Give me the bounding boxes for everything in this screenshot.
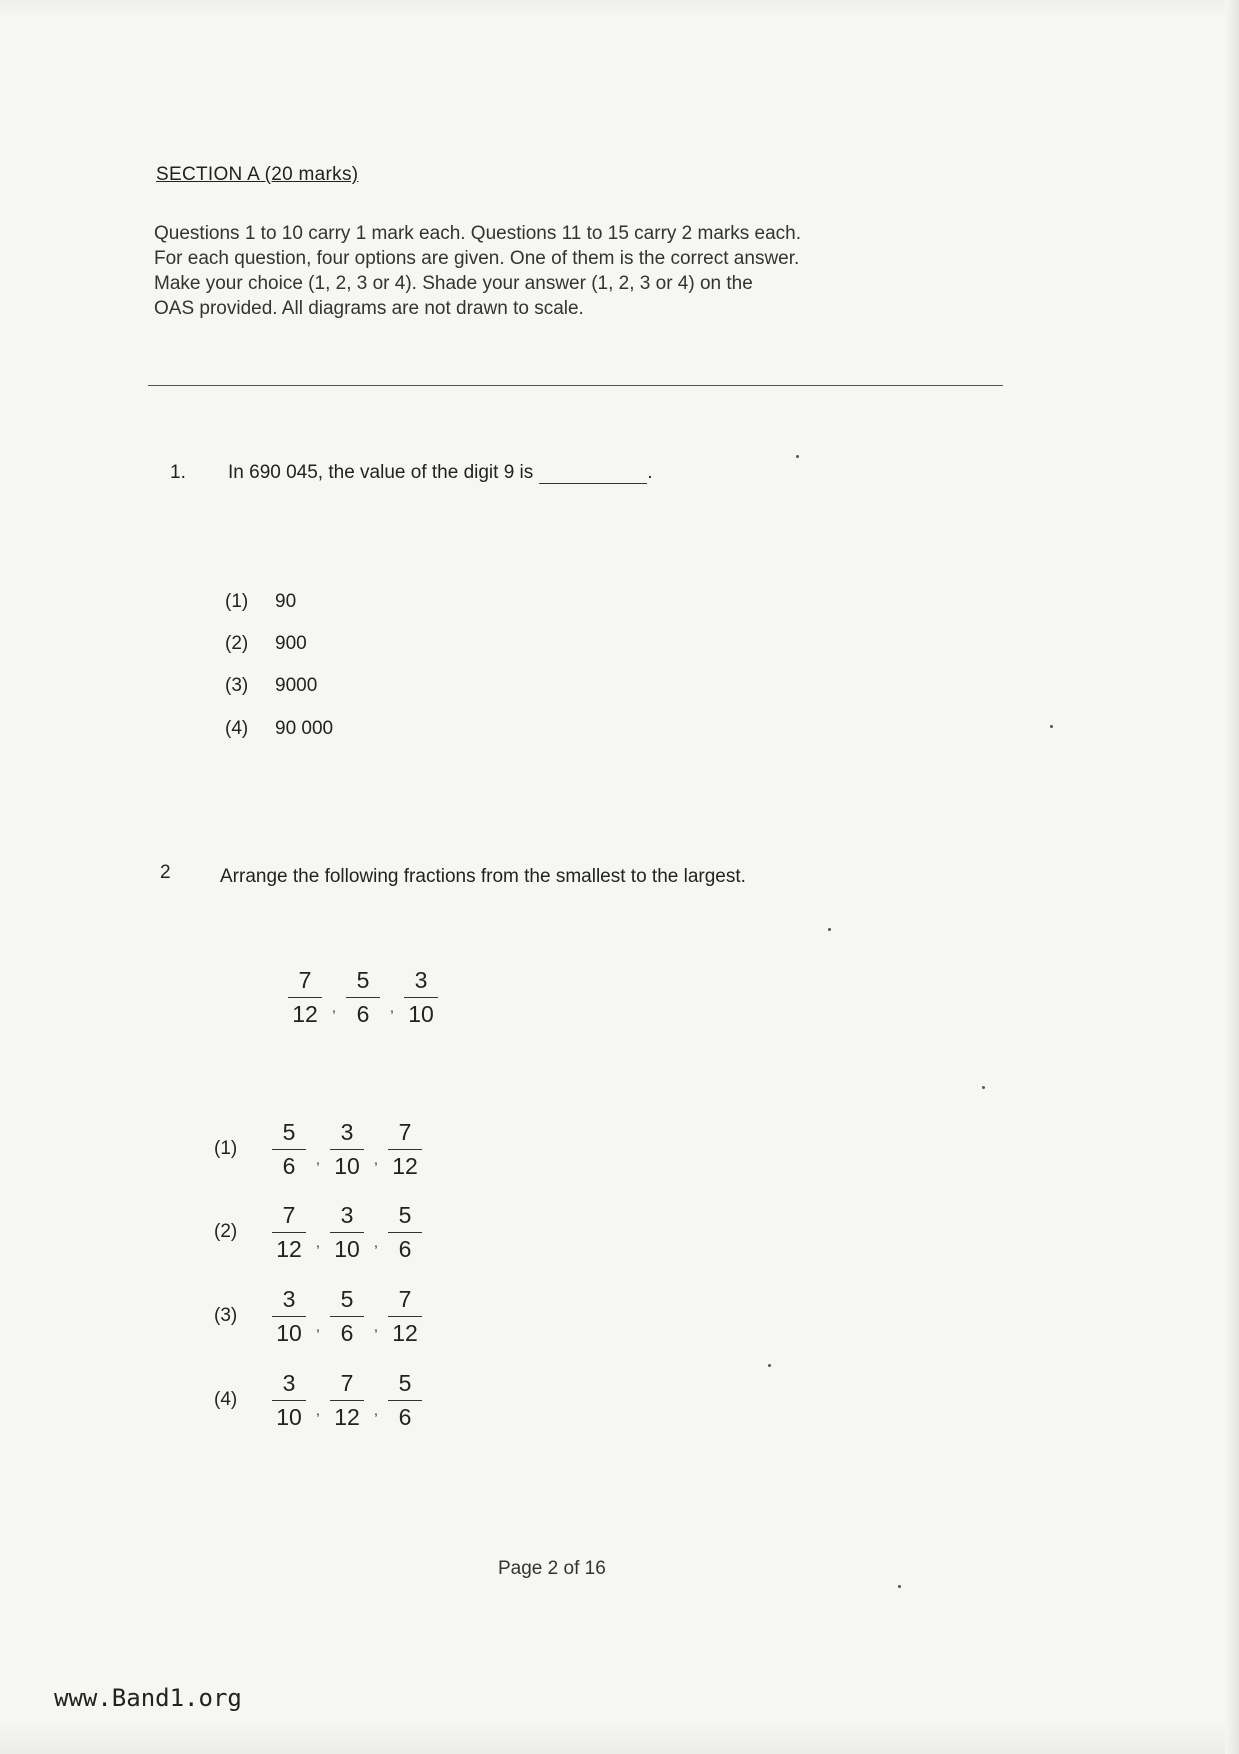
question-1-option-4 xyxy=(225,718,333,740)
question-2-option-1 xyxy=(214,1118,422,1180)
scan-speck xyxy=(898,1585,901,1588)
scan-speck xyxy=(768,1364,771,1367)
option-label: (4) xyxy=(225,718,249,739)
option-label: (2) xyxy=(225,633,249,654)
page-number: Page 2 of 16 xyxy=(498,1558,606,1579)
question-1-number: 1. xyxy=(170,462,186,483)
question-1-option-2 xyxy=(225,633,307,655)
instruction-line: Questions 1 to 10 carry 1 mark each. Questions 11 to 15 carry 2 marks each. xyxy=(154,223,802,244)
question-1-stem: In 690 045, the value of the digit 9 is xyxy=(228,462,534,483)
fraction: $\frac{7}{12}$ xyxy=(272,1201,306,1263)
comma: , xyxy=(316,1234,320,1250)
divider xyxy=(148,385,1003,386)
instruction-line: OAS provided. All diagrams are not drawn to scale. xyxy=(154,298,584,319)
comma: , xyxy=(332,999,336,1015)
comma: , xyxy=(374,1234,378,1250)
scan-speck xyxy=(1050,725,1053,728)
instruction-line: Make your choice (1, 2, 3 or 4). Shade your answer (1, 2, 3 or 4) on the xyxy=(154,273,753,294)
fraction: $\frac{3}{10}$ xyxy=(404,966,438,1028)
fraction: $\frac{5}{6}$ xyxy=(330,1285,364,1347)
comma: , xyxy=(316,1318,320,1334)
instruction-line: For each question, four options are given. One of them is the correct answer. xyxy=(154,248,800,269)
comma: , xyxy=(390,999,394,1015)
comma: , xyxy=(316,1402,320,1418)
question-2-number: 2 xyxy=(160,862,171,883)
scan-speck xyxy=(828,928,831,931)
fraction: $\frac{7}{12}$ xyxy=(288,966,322,1028)
question-2-option-3 xyxy=(214,1285,422,1347)
comma: , xyxy=(374,1402,378,1418)
fraction: $\frac{3}{10}$ xyxy=(272,1285,306,1347)
fraction: $\frac{7}{12}$ xyxy=(330,1369,364,1431)
option-value: 90 000 xyxy=(275,718,334,739)
fraction: $\frac{5}{6}$ xyxy=(272,1118,306,1180)
scan-edge xyxy=(1225,0,1239,1754)
fraction: $\frac{3}{10}$ xyxy=(330,1201,364,1263)
watermark: www.Band1.org xyxy=(54,1684,242,1712)
comma: , xyxy=(374,1318,378,1334)
option-label: (1) xyxy=(225,591,249,612)
fraction: $\frac{5}{6}$ xyxy=(346,966,380,1028)
answer-blank xyxy=(539,466,647,484)
option-label: (3) xyxy=(225,675,249,696)
option-label: (4) xyxy=(214,1389,238,1410)
option-value: 9000 xyxy=(275,675,318,696)
question-2-option-2 xyxy=(214,1201,422,1263)
fraction: $\frac{7}{12}$ xyxy=(388,1285,422,1347)
comma: , xyxy=(374,1151,378,1167)
question-1-option-1 xyxy=(225,591,296,613)
fraction: $\frac{7}{12}$ xyxy=(388,1118,422,1180)
instructions xyxy=(154,221,934,321)
question-2-fractions xyxy=(288,966,438,1028)
scan-speck xyxy=(796,455,799,458)
fraction: $\frac{3}{10}$ xyxy=(272,1369,306,1431)
option-label: (3) xyxy=(214,1305,238,1326)
option-value: 90 xyxy=(275,591,297,612)
option-label: (1) xyxy=(214,1138,238,1159)
section-title: SECTION A (20 marks) xyxy=(156,164,359,185)
question-2-text: Arrange the following fractions from the smallest to the largest. xyxy=(220,866,746,887)
question-1-text xyxy=(228,462,653,484)
comma: , xyxy=(316,1151,320,1167)
fraction: $\frac{3}{10}$ xyxy=(330,1118,364,1180)
fraction: $\frac{5}{6}$ xyxy=(388,1201,422,1263)
option-value: 900 xyxy=(275,633,307,654)
scan-speck xyxy=(982,1086,985,1089)
question-1-end: . xyxy=(647,462,653,483)
fraction: $\frac{5}{6}$ xyxy=(388,1369,422,1431)
option-label: (2) xyxy=(214,1221,238,1242)
question-1-option-3 xyxy=(225,675,317,697)
question-2-option-4 xyxy=(214,1369,422,1431)
